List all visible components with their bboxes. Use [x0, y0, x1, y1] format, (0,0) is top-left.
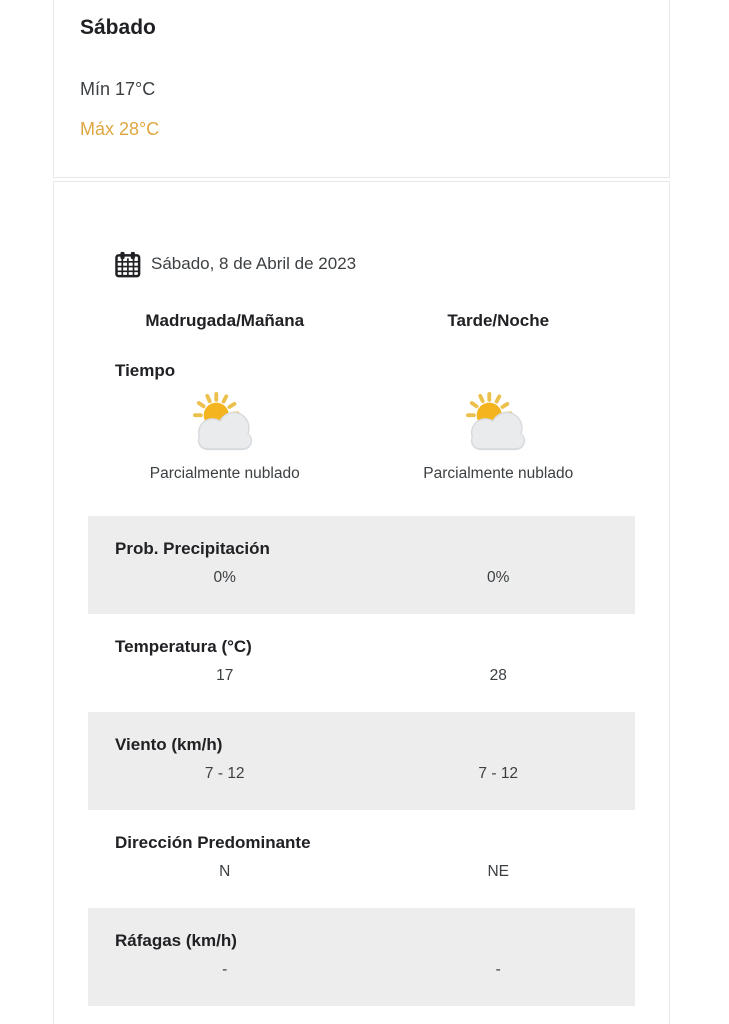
day-title: Sábado [80, 16, 156, 39]
forecast-table [88, 516, 635, 1006]
row-value-morning: N [219, 863, 231, 880]
weather-row-label: Tiempo [115, 361, 176, 380]
table-row-wind [88, 712, 635, 810]
row-label: Temperatura (°C) [115, 637, 252, 656]
row-value-morning: 7 - 12 [204, 765, 245, 782]
min-temperature: Mín 17°C [80, 79, 156, 99]
row-value-morning: 17 [216, 667, 234, 684]
row-label: Dirección Predominante [115, 833, 311, 852]
column-header-morning: Madrugada/Mañana [145, 311, 305, 330]
day-detail-card [53, 181, 670, 1024]
weather-page [53, 0, 670, 1024]
date-row [88, 250, 635, 278]
partly-cloudy-icon [460, 391, 536, 453]
table-row-wind-direction [88, 810, 635, 908]
max-temperature: Máx 28°C [80, 119, 160, 139]
row-value-evening: - [495, 961, 501, 978]
day-summary-card[interactable] [53, 0, 670, 178]
partly-cloudy-icon [187, 391, 263, 453]
table-row-precipitation [88, 516, 635, 614]
row-value-morning: 0% [213, 569, 236, 586]
conditions-row [88, 391, 635, 484]
calendar-icon [115, 251, 141, 278]
row-label: Viento (km/h) [115, 735, 223, 754]
column-header-evening: Tarde/Noche [447, 311, 550, 330]
condition-caption-morning: Parcialmente nublado [149, 465, 300, 482]
condition-morning [88, 391, 362, 484]
condition-caption-evening: Parcialmente nublado [423, 465, 574, 482]
date-label: Sábado, 8 de Abril de 2023 [151, 254, 357, 273]
row-value-evening: NE [487, 863, 510, 880]
table-row-gusts [88, 908, 635, 1006]
row-label: Prob. Precipitación [115, 539, 270, 558]
column-headers [88, 310, 635, 332]
row-value-evening: 28 [489, 667, 507, 684]
condition-evening [362, 391, 636, 484]
table-row-temperature [88, 614, 635, 712]
row-label: Ráfagas (km/h) [115, 931, 237, 950]
row-value-morning: - [222, 961, 228, 978]
row-value-evening: 0% [487, 569, 510, 586]
row-value-evening: 7 - 12 [478, 765, 519, 782]
